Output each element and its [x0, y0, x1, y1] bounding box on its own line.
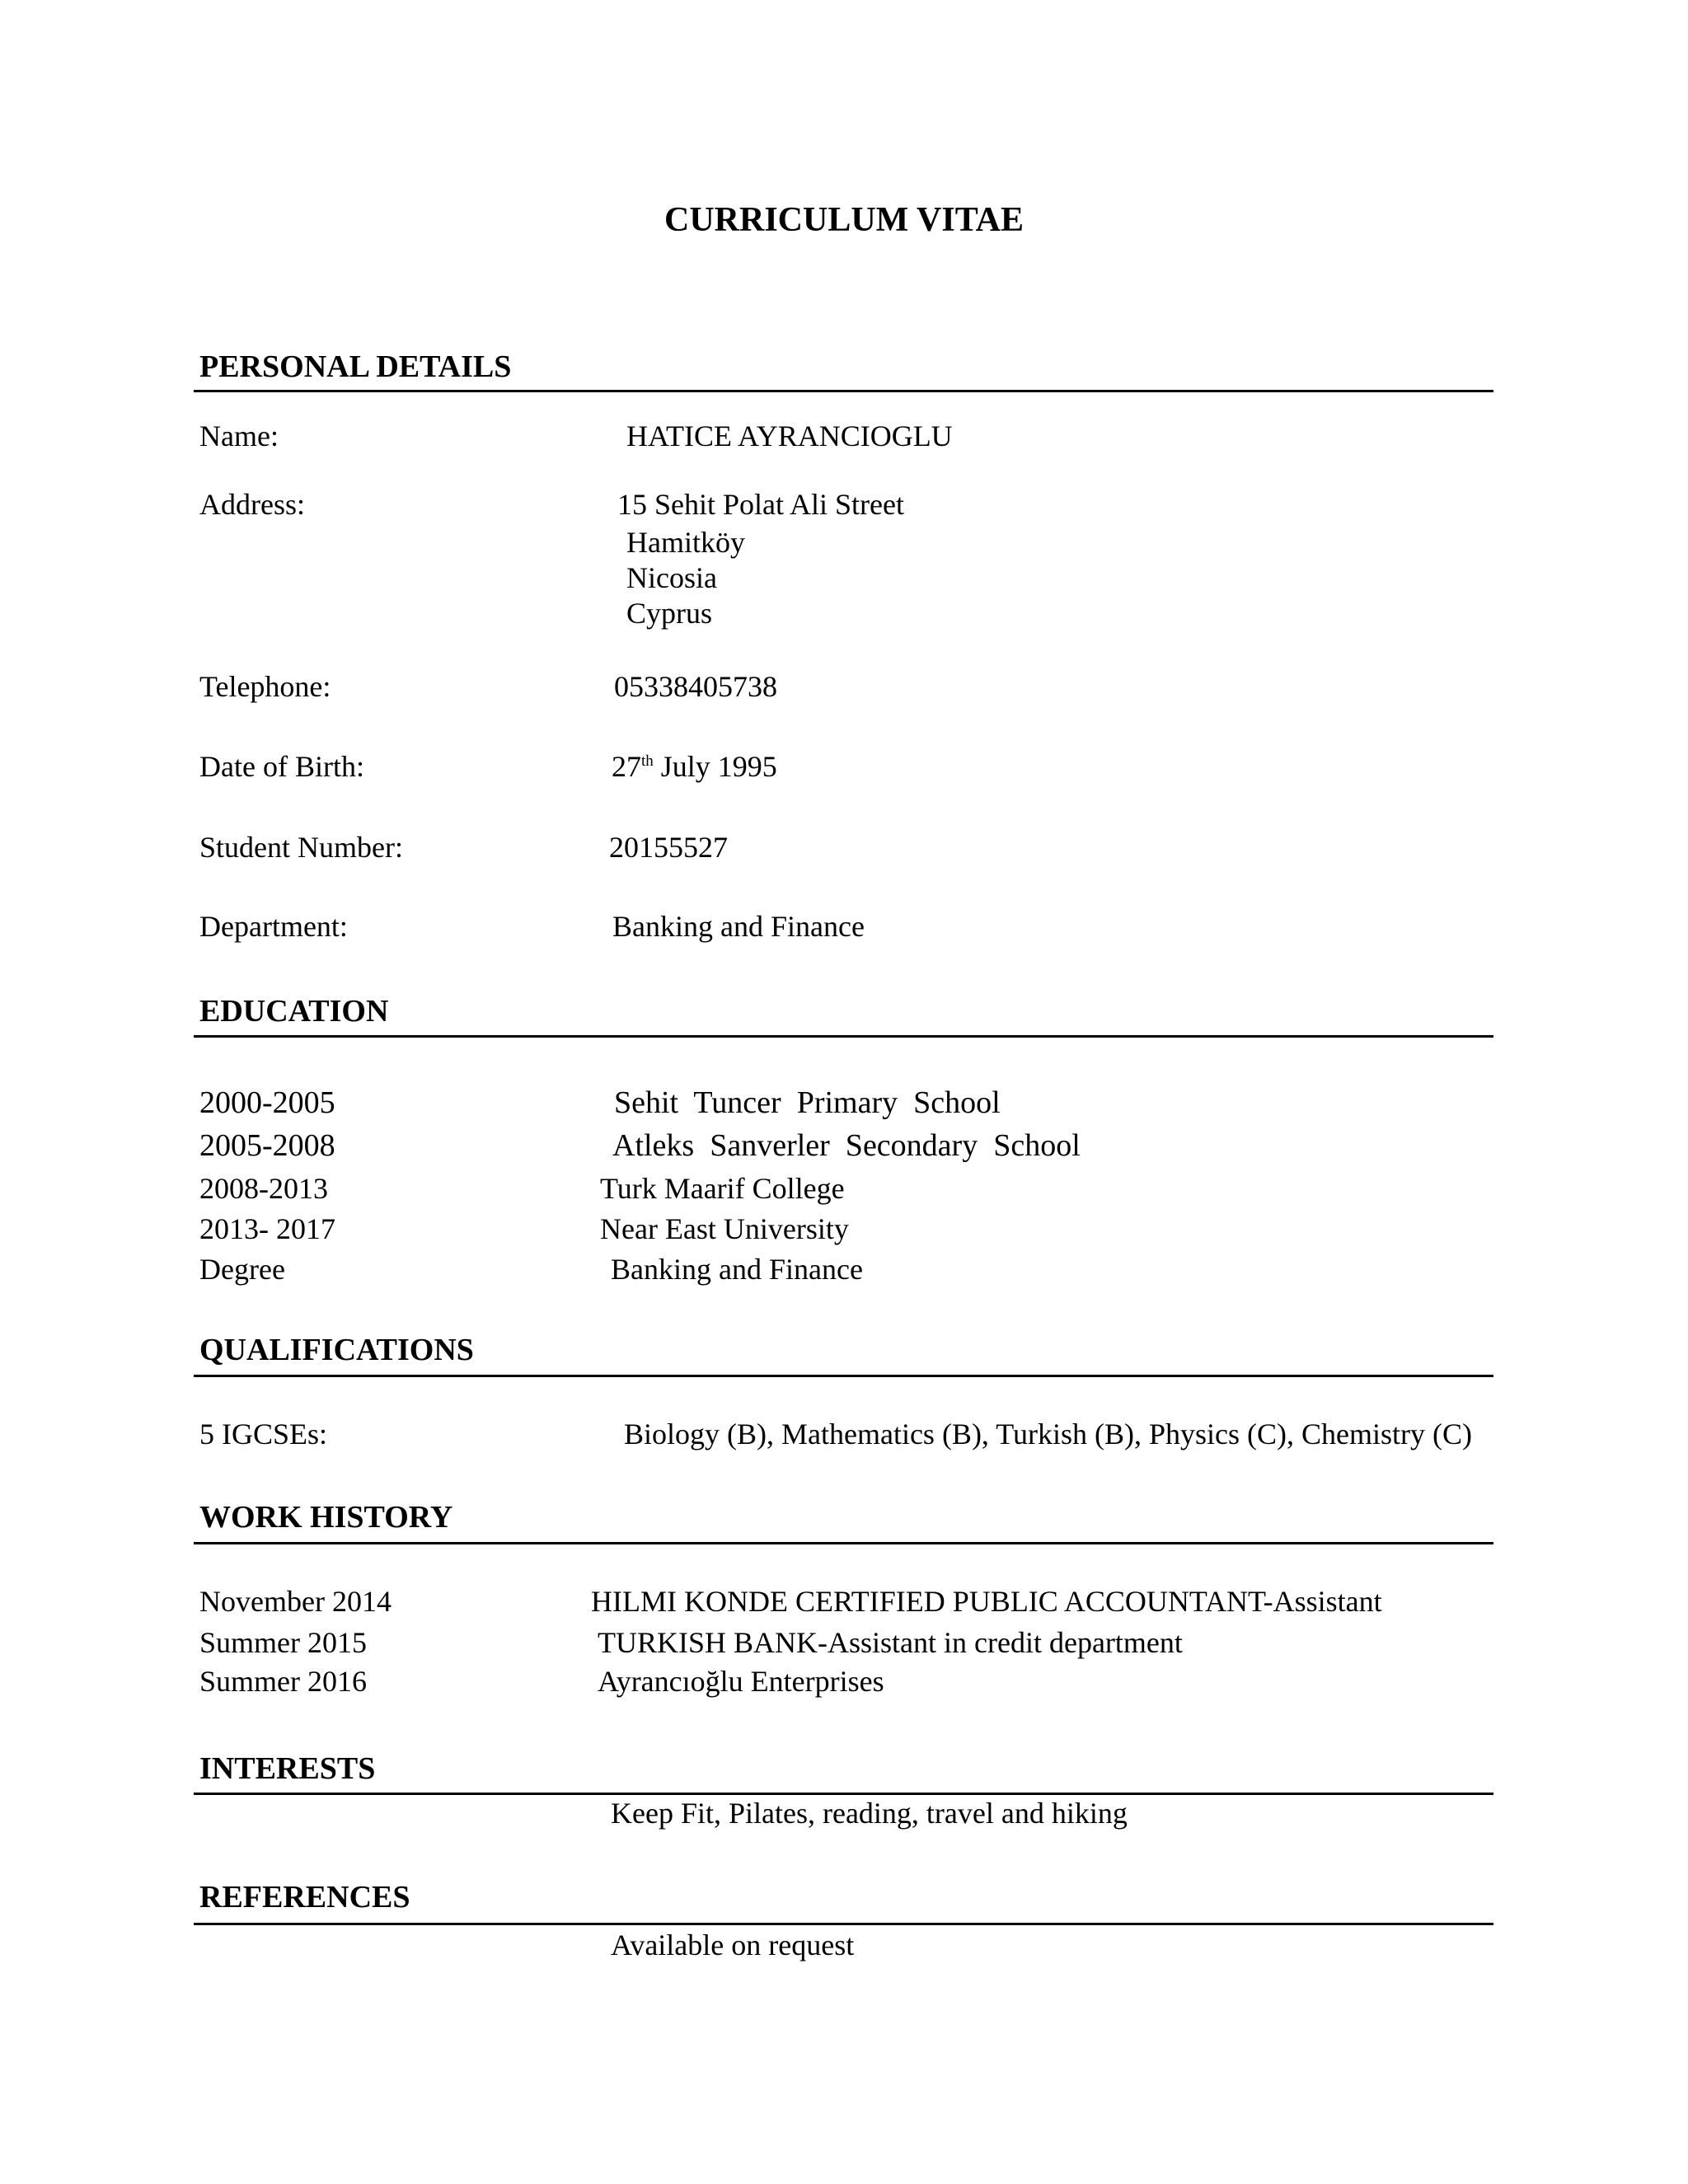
education-institution: Turk Maarif College	[600, 1172, 845, 1205]
education-period: Degree	[199, 1253, 285, 1286]
work-date: Summer 2016	[199, 1665, 367, 1698]
department-value: Banking and Finance	[612, 910, 865, 943]
education-institution: Atleks Sanverler Secondary School	[612, 1128, 1081, 1163]
section-divider	[194, 1923, 1493, 1925]
dob-suffix: th	[641, 752, 654, 770]
qualification-value: Biology (B), Mathematics (B), Turkish (B), Physics (C), Chemistry (C)	[624, 1418, 1472, 1451]
qualification-label: 5 IGCSEs:	[199, 1418, 328, 1451]
education-institution: Near East University	[600, 1212, 849, 1245]
address-line-3: Nicosia	[626, 561, 717, 594]
work-date: Summer 2015	[199, 1626, 367, 1659]
education-period: 2005-2008	[199, 1128, 335, 1163]
address-label: Address:	[199, 488, 305, 521]
interests-value: Keep Fit, Pilates, reading, travel and hiking	[611, 1797, 1128, 1830]
name-value: HATICE AYRANCIOGLU	[626, 419, 953, 452]
work-role: TURKISH BANK-Assistant in credit department	[598, 1626, 1183, 1659]
student-number-value: 20155527	[609, 831, 728, 864]
work-role: Ayrancıoğlu Enterprises	[598, 1665, 884, 1698]
department-label: Department:	[199, 910, 348, 943]
work-history-heading: WORK HISTORY	[199, 1500, 453, 1535]
section-divider	[194, 1793, 1493, 1795]
dob-value	[612, 752, 777, 781]
document-title: CURRICULUM VITAE	[664, 201, 1024, 239]
interests-heading: INTERESTS	[199, 1751, 376, 1786]
personal-details-heading: PERSONAL DETAILS	[199, 349, 512, 384]
qualifications-heading: QUALIFICATIONS	[199, 1333, 474, 1367]
education-period: 2000-2005	[199, 1085, 335, 1120]
references-value: Available on request	[611, 1929, 855, 1961]
dob-day: 27	[612, 750, 641, 783]
references-heading: REFERENCES	[199, 1880, 410, 1915]
section-divider	[194, 1542, 1493, 1544]
telephone-label: Telephone:	[199, 670, 331, 703]
name-label: Name:	[199, 419, 279, 452]
section-divider	[194, 1035, 1493, 1038]
education-period: 2008-2013	[199, 1172, 328, 1205]
dob-month-year: July 1995	[653, 750, 777, 783]
address-line-4: Cyprus	[626, 597, 713, 630]
work-role: HILMI KONDE CERTIFIED PUBLIC ACCOUNTANT-Assistant	[591, 1585, 1382, 1618]
address-line-2: Hamitköy	[626, 526, 745, 559]
telephone-value: 05338405738	[614, 670, 777, 703]
education-period: 2013- 2017	[199, 1212, 335, 1245]
dob-label: Date of Birth:	[199, 750, 364, 783]
education-institution: Banking and Finance	[611, 1253, 863, 1286]
education-heading: EDUCATION	[199, 994, 389, 1029]
student-number-label: Student Number:	[199, 831, 403, 864]
section-divider	[194, 390, 1493, 392]
section-divider	[194, 1375, 1493, 1377]
address-line-1: 15 Sehit Polat Ali Street	[617, 488, 904, 521]
education-institution: Sehit Tuncer Primary School	[614, 1085, 1001, 1120]
work-date: November 2014	[199, 1585, 392, 1618]
